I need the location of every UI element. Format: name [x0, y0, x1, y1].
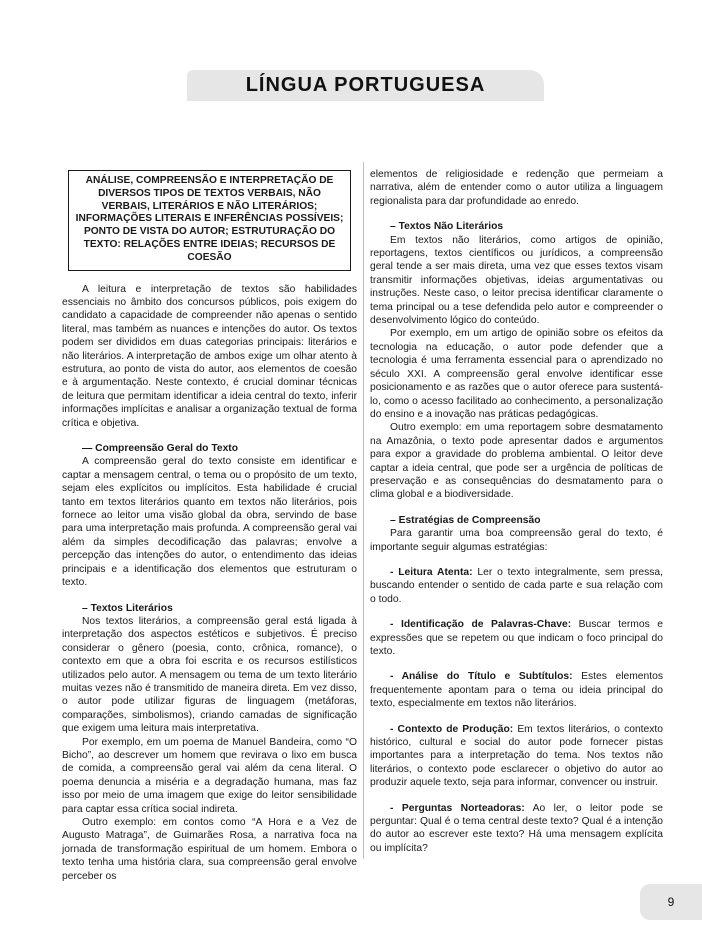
column-divider [363, 162, 364, 859]
strategy-text: Estes elementos frequentemente apontam para o tema ou ideia principal do texto, especialmente em textos não literários. [370, 671, 663, 710]
paragraph: Outro exemplo: em contos como “A Hora e a Vez de Augusto Matraga”, de Guimarães Rosa, a narrativa foca na jornada de transformação espiritual de um homem. Embora o texto tenha uma história clara, sua compreensão geral envolve perceber os [62, 817, 357, 882]
heading-estrategias: – Estratégias de Compreensão [390, 514, 541, 526]
strategy-item [370, 802, 663, 856]
strategy-text: Ao ler, o leitor pode se perguntar: Qual é o tema central deste texto? Qual é a intenção do autor ao escrever este texto? Há uma mensagem explícita ou implícita? [370, 802, 663, 854]
paragraph: Nos textos literários, a compreensão geral está ligada à interpretação dos aspectos estéticos e subjetivos. É preciso considerar o gênero (poesia, conto, crônica, romance), o contexto em que a obra foi escrita e os recursos estilísticos utilizados pelo autor. A mensagem ou tema de um texto literário muitas vezes não é transmitido de maneira direta. Em vez disso, o autor pode utilizar figuras de linguagem (metáforas, comparações, simbolismos), criando camadas de significação que exigem uma leitura mais interpretativa. [62, 615, 357, 735]
paragraph: Outro exemplo: em uma reportagem sobre desmatamento na Amazônia, o texto pode apresentar dados e argumentos para expor a gravidade do problema ambiental. O leitor deve captar a ideia central, que pode ser a urgência de políticas de preservação e as consequências do desmatamento para o clima global e a biodiversidade. [370, 422, 663, 501]
strategy-item [370, 566, 663, 606]
page-number-box [640, 884, 702, 920]
section-title-box [68, 170, 351, 271]
strategy-label: - Perguntas Norteadoras: [390, 802, 525, 814]
section-title: ANÁLISE, COMPREENSÃO E INTERPRETAÇÃO DE DIVERSOS TIPOS DE TEXTOS VERBAIS, NÃO VERBAIS, LITERÁRIOS E NÃO LITERÁRIOS; INFORMAÇÕES LITERAIS E INFERÊNCIAS POSSÍVEIS; PONTO DE VISTA DO AUTOR; ESTRUTURAÇÃO DO TEXTO: RELAÇÕES ENTRE IDEIAS; RECURSOS DE COESÃO [75, 175, 344, 263]
page-header-title: LÍNGUA PORTUGUESA [245, 74, 486, 96]
paragraph: Para garantir uma boa compreensão geral do texto, é importante seguir algumas estratégias: [370, 528, 663, 553]
strategy-item [370, 618, 663, 658]
strategy-text: Buscar termos e expressões que se repetem ou que indicam o foco principal do texto. [370, 619, 663, 657]
heading-compreensao-geral: — Compreensão Geral do Texto [82, 443, 239, 455]
header-bar [187, 70, 544, 101]
intro-paragraph: A leitura e interpretação de textos são habilidades essenciais no âmbito dos concursos públicos, pois exigem do candidato a capacidade de compreender não apenas o sentido literal, mas também as nuances e intenções do autor. Os textos podem ser divididos em duas categorias principais: literários e não literários. A interpretação de ambos exige um olhar atento à estrutura, ao ponto de vista do autor, aos elementos de coesão e à argumentação. Neste contexto, é crucial dominar técnicas de leitura que permitam identificar a ideia central do texto, inferir informações implícitas e analisar a organização textual de forma crítica e objetiva. [62, 283, 357, 429]
strategy-label: - Contexto de Produção: [390, 723, 514, 735]
strategy-item [370, 670, 663, 710]
heading-textos-nao-literarios: – Textos Não Literários [390, 221, 504, 233]
right-column [370, 168, 663, 855]
page-number: 9 [667, 895, 675, 909]
strategy-label: - Análise do Título e Subtítulos: [390, 671, 573, 683]
paragraph: Por exemplo, em um artigo de opinião sobre os efeitos da tecnologia na educação, o autor pode defender que a tecnologia é uma ferramenta essencial para o aprendizado no século XXI. A compreensão geral envolve identificar esse posicionamento e as razões que o autor oferece para sustentá-lo, como o acesso facilitado ao conhecimento, a personalização do ensino e a inovação nas práticas pedagógicas. [370, 328, 663, 420]
strategy-label: - Identificação de Palavras-Chave: [390, 619, 572, 631]
strategy-item [370, 723, 663, 790]
strategy-label: - Leitura Atenta: [390, 566, 473, 578]
heading-textos-literarios: – Textos Literários [82, 602, 173, 614]
paragraph: A compreensão geral do texto consiste em identificar e captar a mensagem central, o tema ou o propósito de um texto, sejam eles explícitos ou implícitos. Esta habilidade é crucial tanto em textos literários quanto em textos não literários, pois fornece ao leitor uma visão global da obra, servindo de base para uma interpretação mais profunda. A compreensão geral vai além da simples decodificação das palavras; envolve a percepção das intenções do autor, o entendimento das ideias principais e a identificação dos elementos que estruturam o texto. [62, 456, 357, 589]
strategy-text: Em textos literários, o contexto histórico, cultural e social do autor pode fornecer pistas importantes para a interpretação do tema. Nos textos não literários, o contexto pode esclarecer o objetivo do autor ao produzir aquele texto, seja para informar, convencer ou instruir. [370, 723, 663, 789]
paragraph-continuation: elementos de religiosidade e redenção que permeiam a narrativa, além de entender como o autor utiliza a linguagem regionalista para dar profundidade ao enredo. [370, 169, 663, 207]
paragraph: Em textos não literários, como artigos de opinião, reportagens, textos científicos ou jurídicos, a compreensão geral tende a ser mais direta, uma vez que esses textos visam transmitir informações objetivas, ideias argumentativas ou instruções. Neste caso, o leitor precisa identificar claramente o tema principal ou a tese defendida pelo autor e compreender o desenvolvimento lógico do conteúdo. [370, 234, 663, 327]
left-column [62, 160, 357, 883]
strategy-text: Ler o texto integralmente, sem pressa, buscando entender o sentido de cada parte e sua relação com o todo. [370, 566, 663, 605]
paragraph: Por exemplo, em um poema de Manuel Bandeira, como “O Bicho”, ao descrever um homem que revirava o lixo em busca de comida, a compreensão geral vai além da cena literal. O poema denuncia a miséria e a degradação humana, mas faz isso por meio de uma imagem que exige do leitor sensibilidade para captar essa crítica social indireta. [62, 736, 357, 815]
